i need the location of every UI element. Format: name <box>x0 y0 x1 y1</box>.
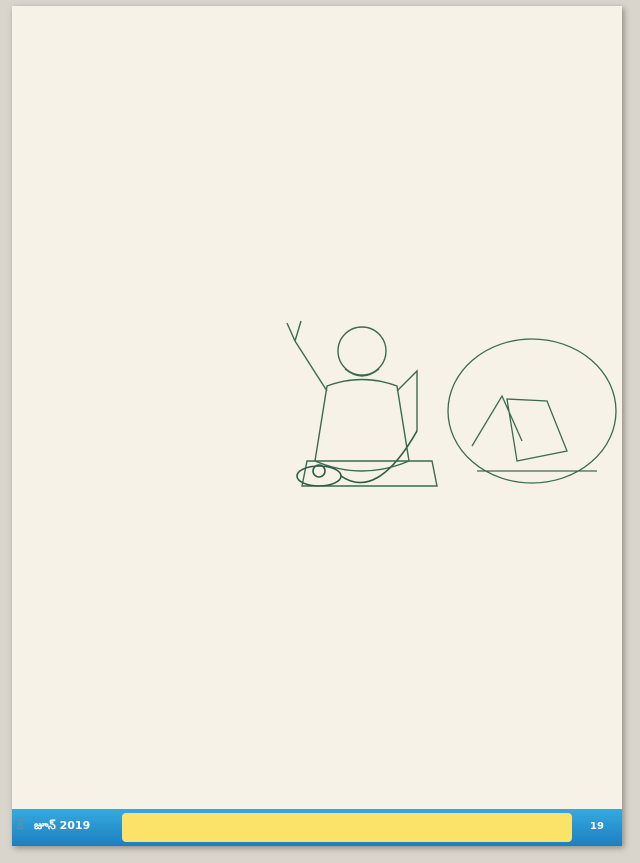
sketch-illustration <box>267 311 622 526</box>
right-column <box>334 58 582 64</box>
footer-bar <box>12 809 622 846</box>
issue-date: జూన్ 2019 <box>34 819 91 832</box>
margin-note: Dia <box>17 818 25 830</box>
left-column <box>72 58 320 64</box>
man-on-phone-drawing <box>287 321 437 486</box>
oval-inset-drawing <box>448 339 616 483</box>
page-number: 19 <box>590 821 604 832</box>
magazine-page <box>12 6 622 846</box>
footer-quote-box <box>122 813 572 842</box>
